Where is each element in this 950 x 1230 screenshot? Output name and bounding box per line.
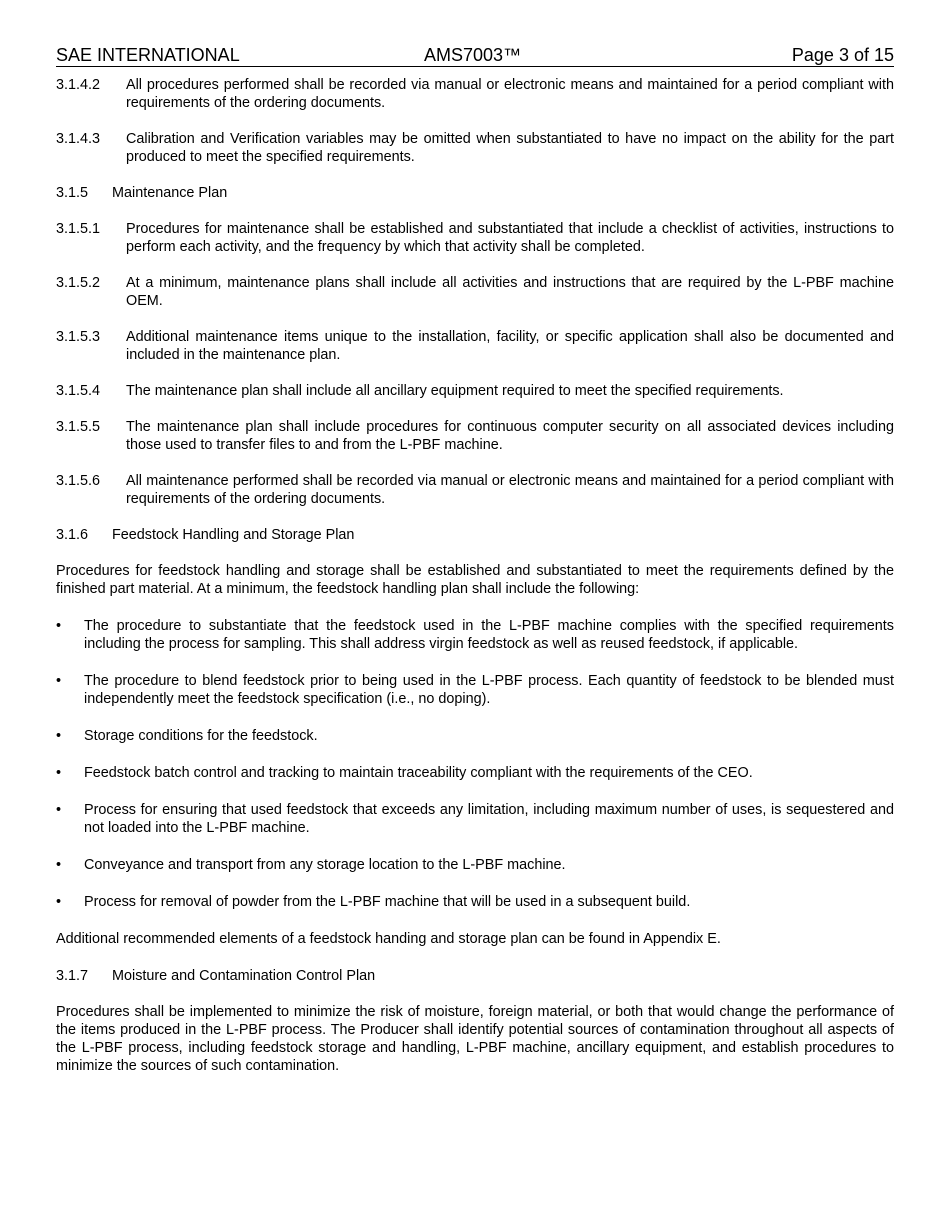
bullet-marker: • — [56, 765, 62, 781]
clause-number: 3.1.5.5 — [56, 419, 101, 435]
clause-number: 3.1.4.2 — [56, 77, 101, 93]
clause-text: Procedures for maintenance shall be established and substantiated that include a checklist of activities, instructions to perform each activity, and the frequency by which that activity shall be completed. — [126, 221, 894, 255]
clause-number: 3.1.5.6 — [56, 473, 101, 489]
clause-number: 3.1.4.3 — [56, 131, 101, 147]
clause-3-1-4-3 — [56, 130, 894, 166]
section-heading-3-1-6 — [56, 526, 894, 544]
document-page — [56, 44, 894, 1094]
list-item — [56, 727, 894, 745]
bullet-marker: • — [56, 894, 62, 910]
list-item-text: Storage conditions for the feedstock. — [84, 728, 318, 744]
list-item — [56, 617, 894, 653]
list-item-text: Process for ensuring that used feedstock that exceeds any limitation, including maximum number of uses, is sequestered and not loaded into the L-PBF machine. — [84, 802, 894, 836]
clause-number: 3.1.5.1 — [56, 221, 101, 237]
clause-text: Calibration and Verification variables may be omitted when substantiated to have no impact on the ability for the part produced to meet the specified requirements. — [126, 131, 894, 165]
bullet-marker: • — [56, 802, 62, 818]
clause-text: The maintenance plan shall include procedures for continuous computer security on all associated devices including those used to transfer files to and from the L-PBF machine. — [126, 419, 894, 453]
section-heading-3-1-5 — [56, 184, 894, 202]
list-item-text: The procedure to substantiate that the feedstock used in the L-PBF machine complies with the specified requirements including the process for sampling. This shall address virgin feedstock as well as reused feedstock, if applicable. — [84, 618, 894, 652]
feedstock-requirements-list — [56, 617, 894, 911]
list-item — [56, 672, 894, 708]
clause-3-1-5-6 — [56, 472, 894, 508]
clause-number: 3.1.5.3 — [56, 329, 101, 345]
section-number: 3.1.6 — [56, 527, 89, 543]
clause-text: All maintenance performed shall be recorded via manual or electronic means and maintained for a period compliant with requirements of the ordering documents. — [126, 473, 894, 507]
section-number: 3.1.5 — [56, 185, 89, 201]
clause-number: 3.1.5.2 — [56, 275, 101, 291]
clause-text: The maintenance plan shall include all ancillary equipment required to meet the specified requirements. — [126, 383, 784, 399]
section-number: 3.1.7 — [56, 968, 89, 984]
clause-3-1-5-4 — [56, 382, 894, 400]
clause-3-1-5-3 — [56, 328, 894, 364]
bullet-marker: • — [56, 618, 62, 634]
paragraph-appendix-reference: Additional recommended elements of a feedstock handing and storage plan can be found in Appendix E. — [56, 931, 721, 947]
clause-3-1-5-5 — [56, 418, 894, 454]
clause-text: All procedures performed shall be recorded via manual or electronic means and maintained for a period compliant with requirements of the ordering documents. — [126, 77, 894, 111]
header-doc-number: AMS7003™ — [424, 45, 522, 65]
clause-number: 3.1.5.4 — [56, 383, 101, 399]
list-item-text: Conveyance and transport from any storage location to the L-PBF machine. — [84, 857, 566, 873]
section-title: Feedstock Handling and Storage Plan — [112, 527, 355, 543]
list-item — [56, 764, 894, 782]
list-item-text: The procedure to blend feedstock prior to being used in the L-PBF process. Each quantity of feedstock to be blended must independently meet the feedstock specification (i.e., no doping). — [84, 673, 894, 707]
list-item — [56, 856, 894, 874]
list-item-text: Process for removal of powder from the L-PBF machine that will be used in a subsequent build. — [84, 894, 691, 910]
header-org: SAE INTERNATIONAL — [56, 45, 240, 65]
section-title: Moisture and Contamination Control Plan — [112, 968, 376, 984]
paragraph-feedstock-intro: Procedures for feedstock handling and storage shall be established and substantiated to meet the requirements defined by the finished part material. At a minimum, the feedstock handling plan shall include the following: — [56, 563, 894, 597]
clause-text: Additional maintenance items unique to the installation, facility, or specific application shall also be documented and included in the maintenance plan. — [126, 329, 894, 363]
paragraph-contamination-control: Procedures shall be implemented to minimize the risk of moisture, foreign material, or both that would change the performance of the items produced in the L-PBF process. The Producer shall identify potential sources of contamination throughout all aspects of the L-PBF process, including feedstock storage and handling, L-PBF machine, ancillary equipment, and establish procedures to minimize the sources of such contamination. — [56, 1004, 894, 1074]
clause-3-1-5-2 — [56, 274, 894, 310]
section-heading-3-1-7 — [56, 967, 894, 985]
list-item — [56, 893, 894, 911]
list-item-text: Feedstock batch control and tracking to maintain traceability compliant with the requirements of the CEO. — [84, 765, 753, 781]
section-title: Maintenance Plan — [112, 185, 228, 201]
header-page-number: Page 3 of 15 — [791, 45, 894, 65]
bullet-marker: • — [56, 857, 62, 873]
clause-3-1-4-2 — [56, 76, 894, 112]
list-item — [56, 801, 894, 837]
clause-3-1-5-1 — [56, 220, 894, 256]
bullet-marker: • — [56, 673, 62, 689]
page-header — [56, 44, 894, 67]
bullet-marker: • — [56, 728, 62, 744]
clause-text: At a minimum, maintenance plans shall include all activities and instructions that are required by the L-PBF machine OEM. — [126, 275, 894, 309]
